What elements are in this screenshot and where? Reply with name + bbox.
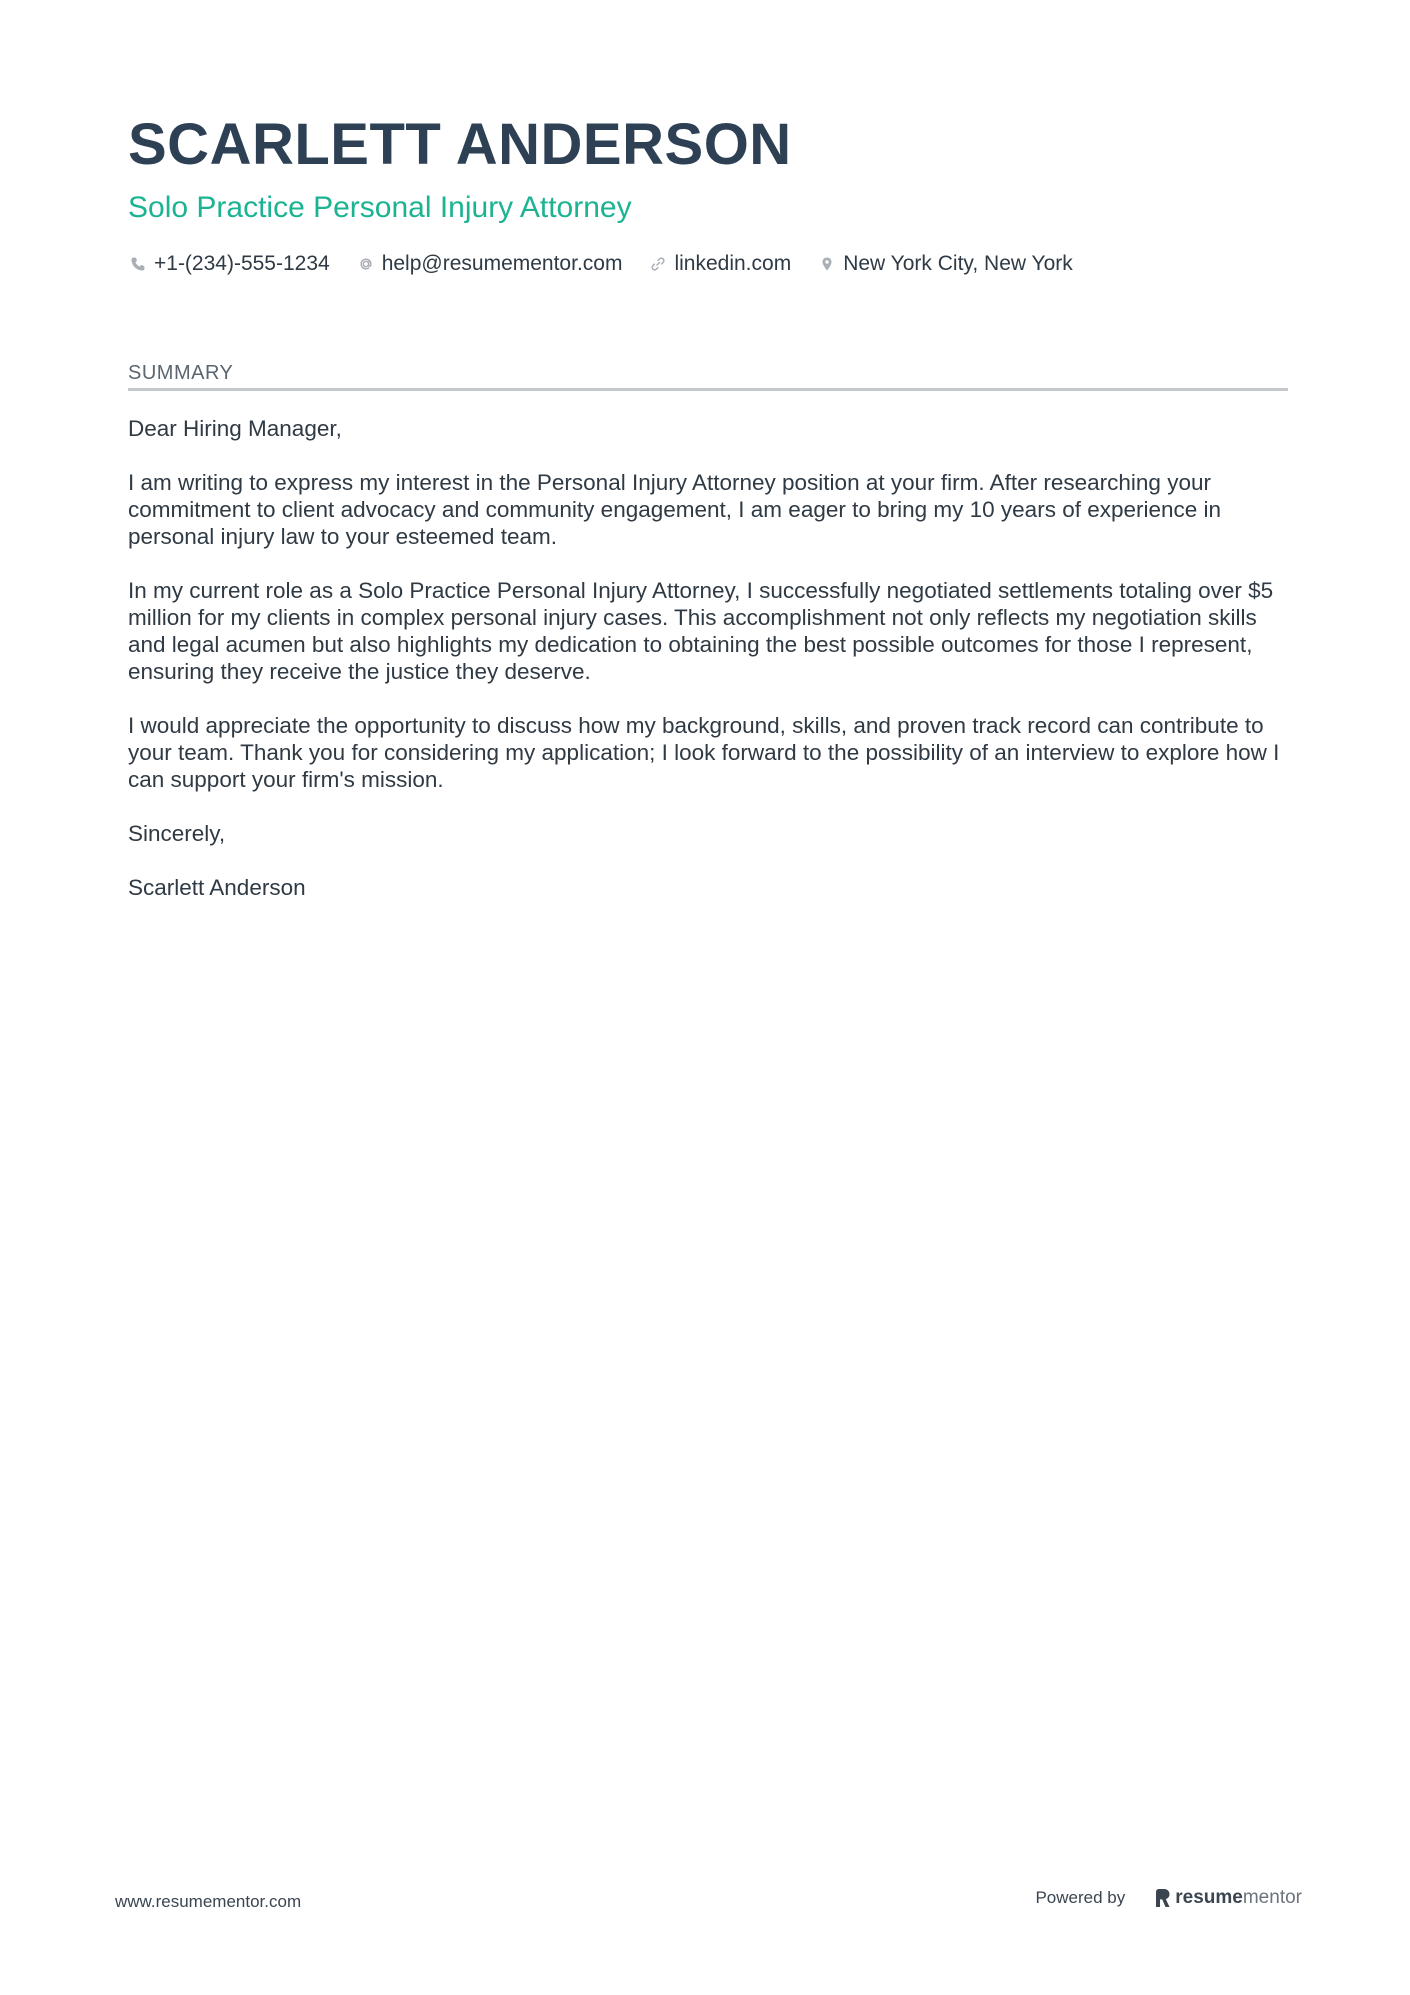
candidate-name: SCARLETT ANDERSON bbox=[128, 112, 792, 177]
brand-text-mentor: mentor bbox=[1242, 1887, 1302, 1908]
resumementor-logo-icon bbox=[1155, 1888, 1171, 1908]
salutation: Dear Hiring Manager, bbox=[128, 416, 342, 441]
contact-email bbox=[356, 250, 623, 278]
phone-icon bbox=[128, 254, 148, 274]
contact-email-text: help@resumementor.com bbox=[381, 252, 623, 275]
contact-phone-text: +1-(234)-555-1234 bbox=[154, 252, 330, 275]
location-pin-icon bbox=[817, 254, 837, 274]
footer-website[interactable]: www.resumementor.com bbox=[115, 1892, 302, 1911]
contact-linkedin bbox=[648, 250, 791, 278]
contact-phone bbox=[128, 250, 330, 278]
job-title: Solo Practice Personal Injury Attorney bbox=[128, 191, 632, 224]
contact-bar bbox=[128, 250, 1288, 278]
contact-linkedin-text: linkedin.com bbox=[674, 252, 792, 275]
closing: Sincerely, bbox=[128, 821, 226, 846]
link-icon bbox=[648, 254, 668, 274]
letter-paragraph: I am writing to express my interest in the Personal Injury Attorney position at your firm. After researching your commitment to client advocacy and community engagement, I am eager to bring my 10 years of experience in personal injury law to your esteemed team. bbox=[128, 470, 1222, 549]
footer-branding bbox=[1035, 1887, 1302, 1909]
powered-by-label: Powered by bbox=[1035, 1888, 1126, 1907]
summary-heading: SUMMARY bbox=[128, 360, 1288, 391]
brand-text-resume: resume bbox=[1175, 1887, 1243, 1908]
letter-body bbox=[128, 415, 1288, 901]
brand-logo[interactable] bbox=[1155, 1887, 1302, 1909]
letter-paragraph: In my current role as a Solo Practice Personal Injury Attorney, I successfully negotiated settlements totaling over $5 million for my clients in complex personal injury cases. This accomplishment not only reflects my negotiation skills and legal acumen but also highlights my dedication to obtaining the best possible outcomes for those I represent, ensuring they receive the justice they deserve. bbox=[128, 578, 1274, 684]
letter-paragraph: I would appreciate the opportunity to discuss how my background, skills, and proven track record can contribute to your team. Thank you for considering my application; I look forward to the possibility of an interview to explore how I can support your firm's mission. bbox=[128, 713, 1280, 792]
at-icon bbox=[356, 254, 376, 274]
cover-letter bbox=[128, 110, 1288, 928]
contact-location-text: New York City, New York bbox=[843, 252, 1073, 275]
signature-name: Scarlett Anderson bbox=[128, 875, 306, 900]
contact-location bbox=[817, 250, 1073, 278]
